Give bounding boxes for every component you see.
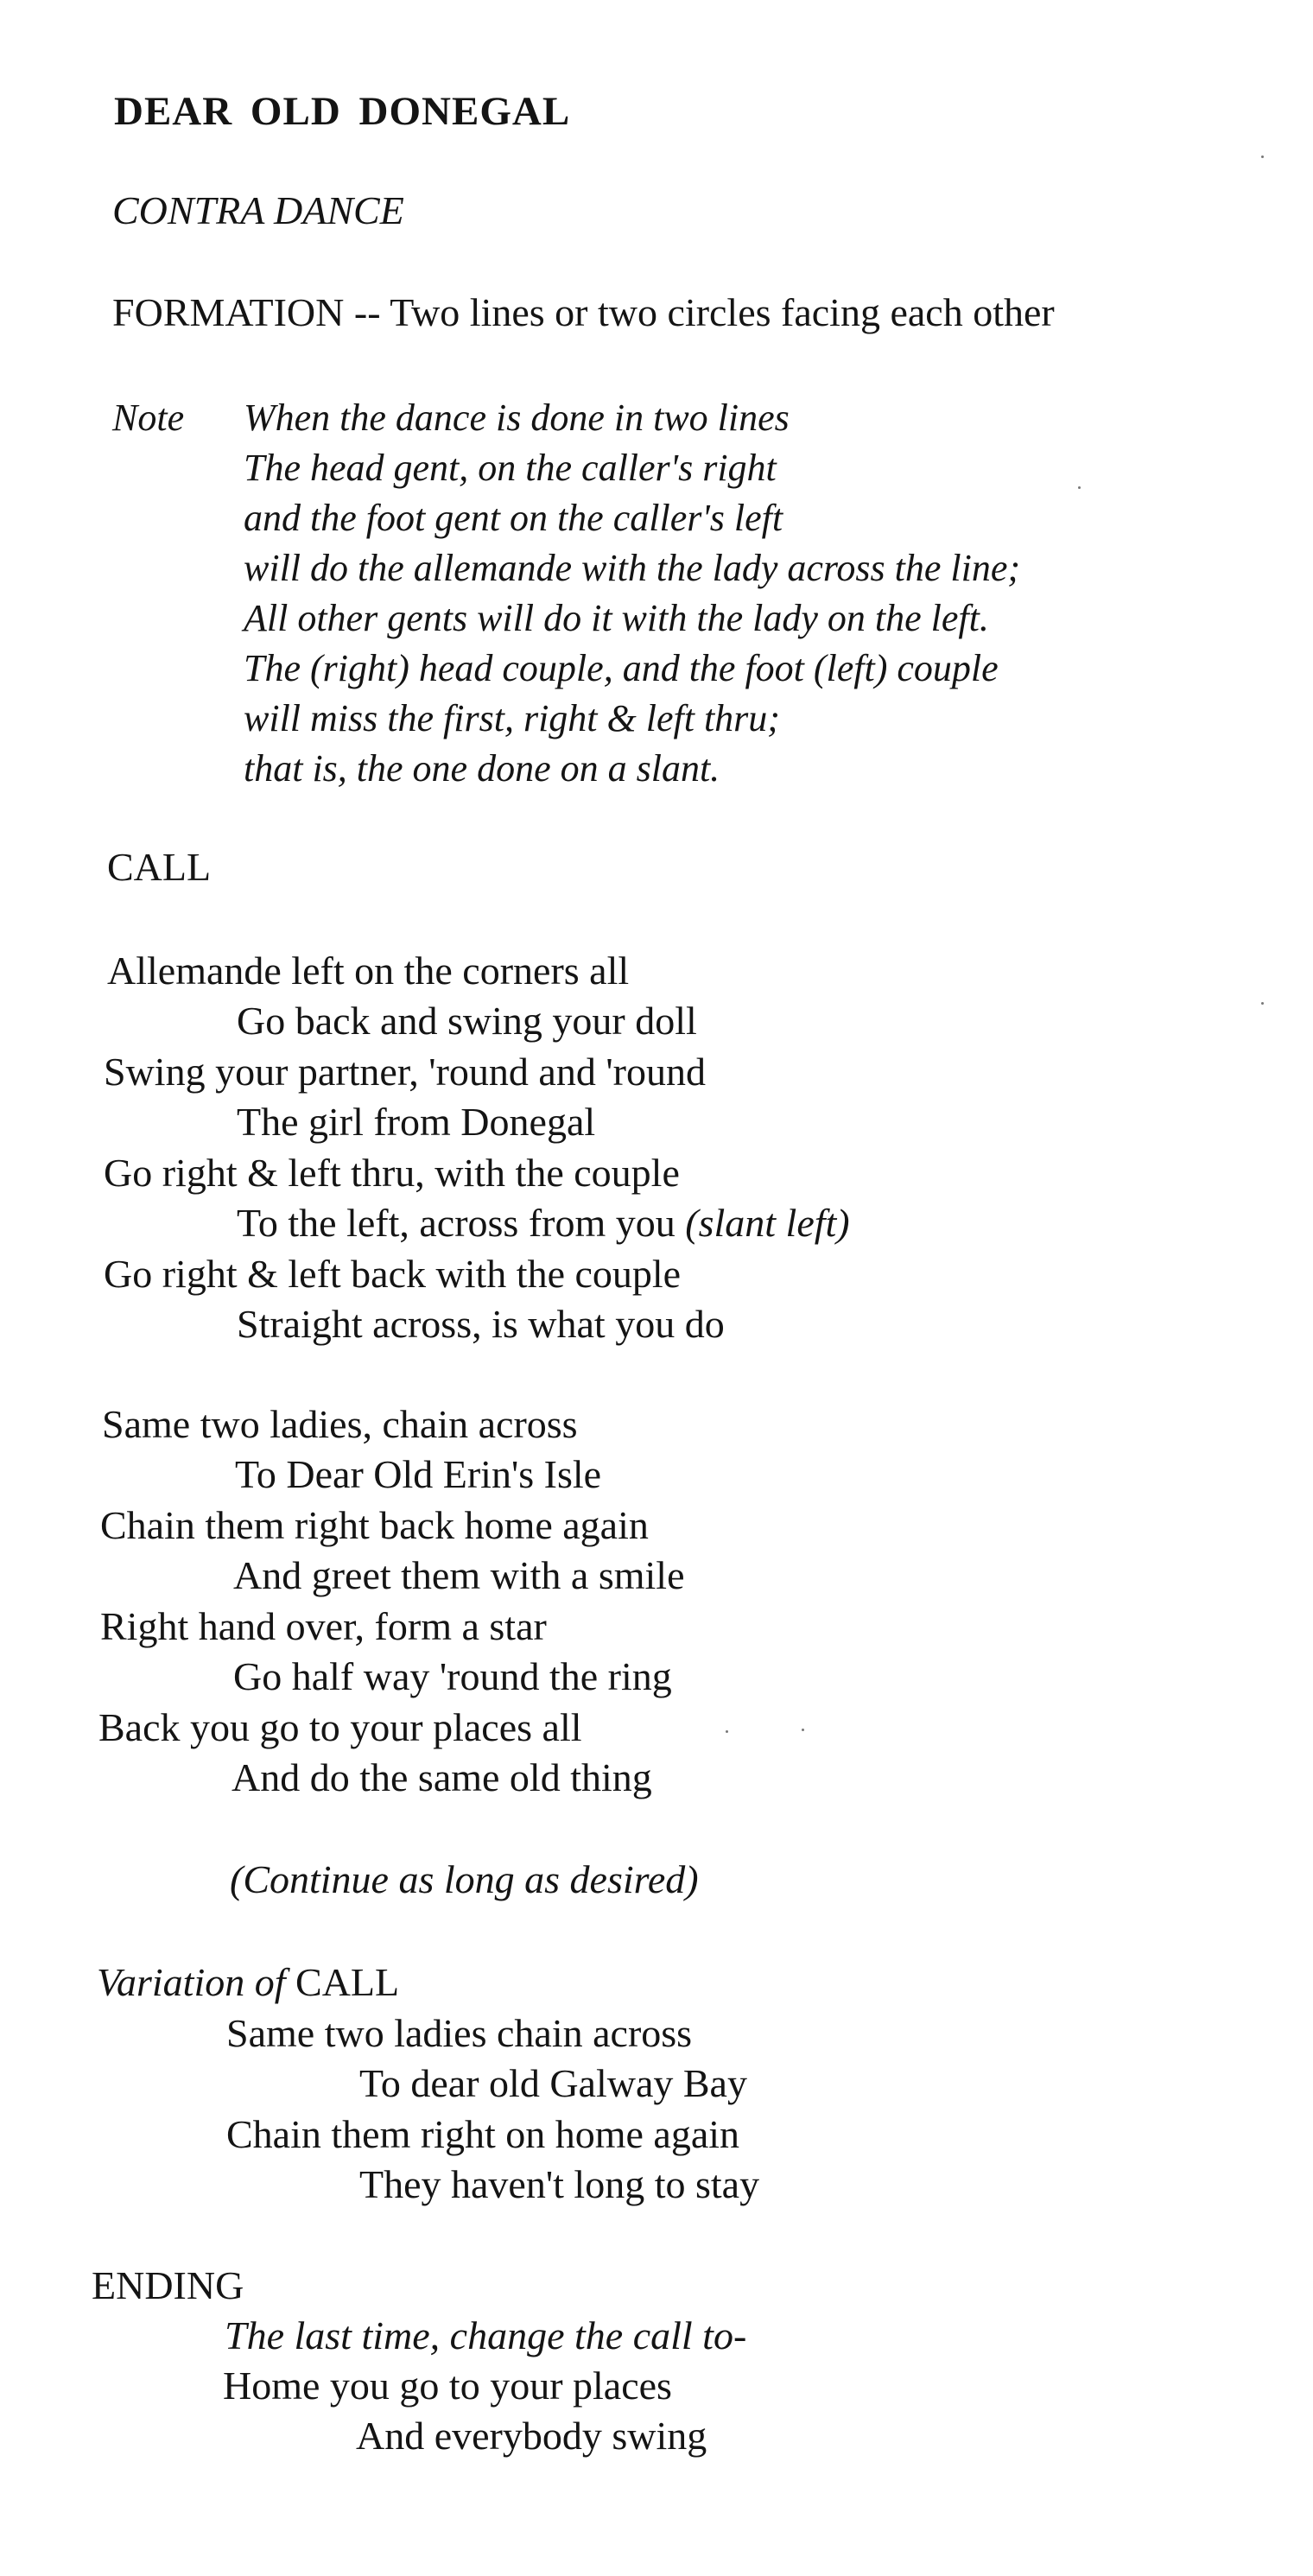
formation-label: FORMATION	[112, 290, 345, 334]
scan-speck	[1261, 155, 1264, 158]
call-line: Back you go to your places all	[98, 1705, 582, 1749]
call-text: To the left, across from you	[237, 1201, 676, 1245]
continue-note: (Continue as long as desired)	[230, 1857, 699, 1901]
page-title: DEAR OLD DONEGAL	[114, 89, 571, 134]
ending-heading: ENDING	[92, 2263, 244, 2307]
call-line: Go right & left thru, with the couple	[104, 1151, 680, 1195]
dance-type: CONTRA DANCE	[112, 188, 404, 232]
call-line: Go right & left back with the couple	[104, 1252, 682, 1296]
call-line: The girl from Donegal	[237, 1100, 596, 1144]
variation-label: CALL	[295, 1960, 400, 2004]
formation-text: Two lines or two circles facing each other	[390, 290, 1055, 334]
note-line: will miss the first, right & left thru;	[244, 697, 780, 739]
scan-speck	[1261, 1002, 1264, 1005]
variation-heading	[97, 1957, 399, 2008]
call-line: Straight across, is what you do	[237, 1302, 725, 1346]
call-line: And do the same old thing	[232, 1755, 652, 1799]
call-line: To Dear Old Erin's Isle	[235, 1452, 602, 1496]
variation-line: Same two ladies chain across	[226, 2011, 693, 2055]
call-line	[237, 1198, 850, 1248]
ending-intro: The last time, change the call to-	[225, 2313, 747, 2357]
formation-dash: --	[353, 290, 381, 334]
call-line: And greet them with a smile	[233, 1553, 685, 1597]
call-line: Right hand over, form a star	[100, 1604, 547, 1648]
note-line: The head gent, on the caller's right	[244, 447, 777, 489]
scan-speck	[726, 1730, 728, 1733]
scan-speck	[1078, 486, 1081, 489]
call-heading: CALL	[107, 845, 212, 889]
call-line: Same two ladies, chain across	[102, 1402, 578, 1446]
call-line: Allemande left on the corners all	[107, 949, 630, 993]
variation-line: Chain them right on home again	[226, 2112, 740, 2156]
variation-label-italic: Variation of	[97, 1960, 286, 2004]
note-line: that is, the one done on a slant.	[244, 747, 720, 790]
call-line: Go back and swing your doll	[237, 999, 697, 1043]
call-aside: (slant left)	[685, 1201, 850, 1245]
note-line: and the foot gent on the caller's left	[244, 497, 783, 539]
variation-line: They haven't long to stay	[359, 2162, 760, 2206]
note-line: All other gents will do it with the lady on the left.	[244, 597, 989, 639]
scan-speck	[802, 1729, 804, 1731]
note-line: When the dance is done in two lines	[244, 397, 790, 439]
call-line: Swing your partner, 'round and 'round	[104, 1050, 706, 1094]
variation-line: To dear old Galway Bay	[359, 2061, 747, 2105]
formation-line	[112, 288, 1055, 338]
note-line: will do the allemande with the lady across the line;	[244, 547, 1021, 589]
call-line: Chain them right back home again	[100, 1503, 649, 1547]
call-line: Go half way 'round the ring	[233, 1654, 672, 1698]
note-line: The (right) head couple, and the foot (left) couple	[244, 647, 999, 689]
note-label: Note	[112, 397, 185, 439]
ending-line: And everybody swing	[356, 2414, 707, 2458]
ending-line: Home you go to your places	[223, 2363, 672, 2408]
